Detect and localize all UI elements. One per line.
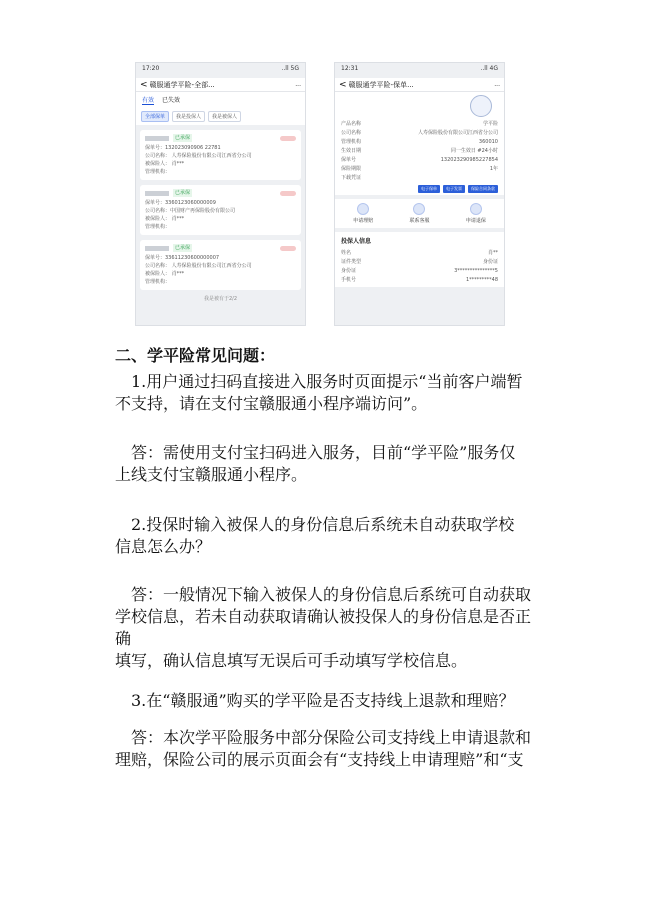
- info-row: 管理机构 360010: [341, 139, 498, 145]
- download-buttons: [341, 185, 498, 193]
- nav-title: 赣服通学平险-全部...: [149, 80, 215, 89]
- chip-all-policies[interactable]: 全部保单: [141, 111, 169, 122]
- back-icon[interactable]: <: [140, 79, 148, 90]
- status-badge: 已承保: [175, 245, 191, 251]
- section-heading: 二、学平险常见问题：: [115, 346, 276, 365]
- detail-header: [335, 92, 504, 118]
- paragraph: 2.投保时输入被保人的身份信息后系统未自动获取学校 信息怎么办？: [115, 515, 515, 556]
- info-row: 生效日期 同一生效日 #24小时: [341, 148, 498, 154]
- card-row: 保单号：3360123060000009: [145, 200, 216, 206]
- status-badge: 已承保: [175, 190, 191, 196]
- policy-card[interactable]: [140, 240, 301, 290]
- info-row: 身份证 3***************5: [341, 268, 498, 274]
- card-row: 管理机构：: [145, 169, 171, 175]
- card-row: 公司名称： 人寿保险股份有限公司江西省分公司: [145, 153, 252, 159]
- claim-action[interactable]: 申请理赔: [353, 203, 373, 224]
- redacted-block: [145, 191, 169, 196]
- tab-active[interactable]: 有效: [142, 97, 155, 104]
- card-row: 管理机构：: [145, 224, 171, 230]
- action-row: [335, 199, 504, 228]
- chip-policyholder[interactable]: 我是投保人: [172, 111, 205, 122]
- status-time: 12:31: [341, 65, 359, 72]
- paragraph: 答：一般情况下输入被保人的身份信息后系统可自动获取 学校信息，若未自动获取请确认被投保人的身份信息是否正确 填写，确认信息填写无误后可手动填写学校信息。: [115, 585, 532, 670]
- redacted-block: [145, 246, 169, 251]
- contact-service-action[interactable]: 联系客服: [409, 203, 429, 224]
- paragraph: 3.在“赣服通”购买的学平险是否支持线上退款和理赔？: [131, 691, 515, 710]
- info-row: 保险期限 1年: [341, 166, 498, 172]
- policy-info: [335, 118, 504, 195]
- filter-chips: [136, 108, 305, 125]
- status-tabs: [136, 92, 305, 108]
- insurer-logo-icon: [470, 95, 492, 117]
- card-row: 被保险人： 肖***: [145, 161, 185, 167]
- paragraph: 答：需使用支付宝扫码进入服务，目前“学平险”服务仅 上线支付宝赣服通小程序。: [115, 443, 516, 484]
- tab-expired[interactable]: 已失效: [162, 97, 181, 104]
- surrender-icon: [470, 203, 482, 215]
- info-row: 姓名 肖**: [341, 250, 498, 256]
- e-invoice-button[interactable]: 电子发票: [443, 185, 465, 193]
- policyholder-info: [335, 247, 504, 287]
- info-row: 产品名称 学平险: [341, 121, 498, 127]
- card-row: 管理机构：: [145, 279, 171, 285]
- card-row: 公司名称： 人寿保险股份有限公司江西省分公司: [145, 263, 252, 269]
- info-row: 公司名称 人寿保险股份有限公司江西省分公司: [341, 130, 498, 136]
- section-title: 投保人信息: [335, 232, 504, 247]
- info-row: 下载凭证: [341, 175, 362, 181]
- redacted-pill: [280, 246, 296, 251]
- info-row: 证件类型 身份证: [341, 259, 498, 265]
- contract-terms-button[interactable]: 保险合同条款: [468, 185, 498, 193]
- policy-card[interactable]: [140, 185, 301, 235]
- claim-icon: [357, 203, 369, 215]
- screenshot-policy-detail: [334, 62, 505, 326]
- screenshot-policy-list: [135, 62, 306, 326]
- status-icons: ..ll 4G: [480, 65, 498, 72]
- list-footer: 我是被有于2/2: [203, 296, 238, 302]
- card-row: 公司名称：中国财产再保险股份有限公司: [145, 208, 236, 214]
- card-row: 被保险人： 肖***: [145, 216, 185, 222]
- card-row: 保单号：33611230600000007: [145, 255, 220, 261]
- paragraph: 答：本次学平险服务中部分保险公司支持线上申请退款和 理赔，保险公司的展示页面会有“支持线上申请理赔”和“支: [115, 728, 532, 769]
- status-icons: ..ll 5G: [281, 65, 299, 72]
- redacted-block: [145, 136, 169, 141]
- more-icon[interactable]: ...: [295, 81, 301, 88]
- nav-title: 赣服通学平险-保单...: [348, 80, 414, 89]
- status-time: 17:20: [142, 65, 160, 72]
- card-row: 保单号：132023090906 22781: [145, 145, 221, 151]
- paragraph: 1.用户通过扫码直接进入服务时页面提示“当前客户端暂 不支持，请在支付宝赣服通小程序端访问”。: [115, 372, 523, 413]
- redacted-pill: [280, 136, 296, 141]
- more-icon[interactable]: ...: [494, 81, 500, 88]
- policy-card[interactable]: [140, 130, 301, 180]
- surrender-action[interactable]: 申请退保: [466, 203, 486, 224]
- status-badge: 已承保: [175, 135, 191, 141]
- info-row: 保单号 132023290985227854: [341, 157, 498, 163]
- redacted-pill: [280, 191, 296, 196]
- chip-insured[interactable]: 我是被保人: [208, 111, 241, 122]
- nav-bar: [335, 78, 504, 92]
- info-row: 手机号 1*********48: [341, 277, 498, 283]
- back-icon[interactable]: <: [339, 79, 347, 90]
- e-policy-button[interactable]: 电子保单: [418, 185, 440, 193]
- card-row: 被保险人： 肖***: [145, 271, 185, 277]
- nav-bar: [136, 78, 305, 92]
- service-icon: [413, 203, 425, 215]
